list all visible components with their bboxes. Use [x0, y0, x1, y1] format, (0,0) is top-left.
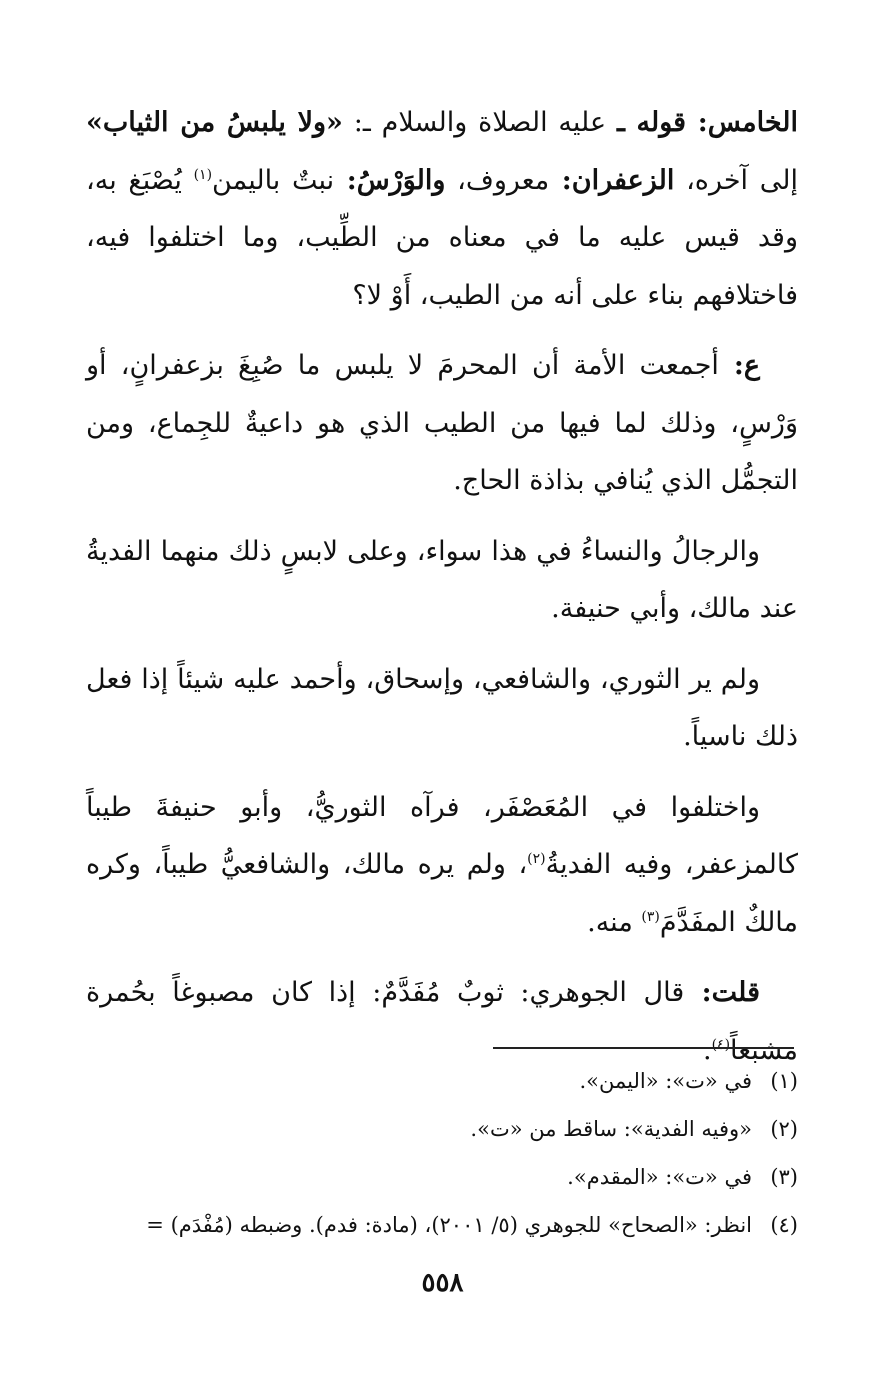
footnote-divider [493, 1047, 794, 1049]
text-run: نبتٌ باليمن [212, 164, 335, 196]
footnote-text: «وفيه الفدية»: ساقط من «ت». [470, 1117, 752, 1141]
text-run: معروف، [445, 164, 550, 196]
footnote-item [86, 1105, 798, 1153]
footnote-ref: (٣) [641, 908, 660, 925]
bold-term: الزعفران: [549, 164, 675, 196]
page-number: ٥٥٨ [421, 1268, 464, 1298]
text-run: ولم ير الثوري، والشافعي، وإسحاق، وأحمد عليه شيئاً إذا فعل ذلك ناسياً. [86, 663, 798, 752]
bold-term: الخامس: قوله ـ [616, 107, 798, 138]
text-run: عليه الصلاة والسلام ـ: [342, 107, 617, 138]
footnote-number: (٣) [770, 1165, 798, 1189]
text-run: . [702, 1034, 712, 1066]
text-run: واختلفوا في المُعَصْفَر، فرآه الثوريُّ، وأبو حنيفةَ طيباً كالمزعفر، وفيه الفديةُ [86, 791, 798, 880]
footnote-number: (١) [770, 1069, 798, 1093]
text-run: منه. [587, 906, 642, 938]
text-run: إلى آخره، [674, 164, 798, 196]
text-run: والرجالُ والنساءُ في هذا سواء، وعلى لابسٍ ذلك منهما الفديةُ عند مالك، وأبي حنيفة. [86, 535, 798, 624]
footnote-ref: (٢) [527, 851, 546, 867]
paragraph [86, 779, 798, 952]
footnote-text: انظر: «الصحاح» للجوهري (٥/ ٢٠٠١)، (مادة: فدم). وضبطه (مُفْدَم) = [146, 1213, 752, 1237]
footnotes [86, 1057, 798, 1249]
footnote-item [86, 1153, 798, 1201]
footnote-number: (٢) [770, 1117, 798, 1141]
footnote-number: (٤) [770, 1213, 798, 1237]
paragraph [86, 651, 798, 766]
bold-term: ع: [718, 350, 760, 381]
footnote-item [86, 1201, 798, 1249]
paragraph [86, 523, 798, 638]
footnote-ref: (١) [193, 166, 213, 183]
text-run: قال الجوهري: ثوبٌ مُفَدَّمٌ: إذا كان مصبوغاً بحُمرة مشبعاً [86, 977, 798, 1066]
text-run: يُصْبَغ به، وقد قيس عليه ما في معناه من الطِّيب، وما اختلفوا فيه، فاختلافهم بناء على أنه من الطيب، أَوْ لا؟ [86, 164, 798, 311]
bold-term: والوَرْسُ: [334, 164, 446, 196]
footnote-ref: (٤) [711, 1036, 731, 1053]
footnote-item [86, 1057, 798, 1105]
main-text [86, 94, 798, 1079]
bold-term: «ولا يلبسُ من الثياب» [86, 107, 343, 138]
footnote-text: في «ت»: «اليمن». [579, 1069, 752, 1093]
footnote-text: في «ت»: «المقدم». [567, 1165, 752, 1189]
paragraph [86, 94, 798, 324]
text-run: أجمعت الأمة أن المحرمَ لا يلبس ما صُبِغَ بزعفرانٍ، أو وَرْسٍ، وذلك لما فيها من الطيب الذي هو داعيةٌ للجِماع، ومن التجمُّل الذي يُنافي بذاذة الحاج. [86, 350, 798, 496]
paragraph [86, 337, 798, 510]
bold-term: قلت: [684, 977, 760, 1008]
text-run: ، ولم يره مالك، والشافعيُّ طيباً، وكره مالكٌ المفَدَّمَ [86, 849, 798, 938]
